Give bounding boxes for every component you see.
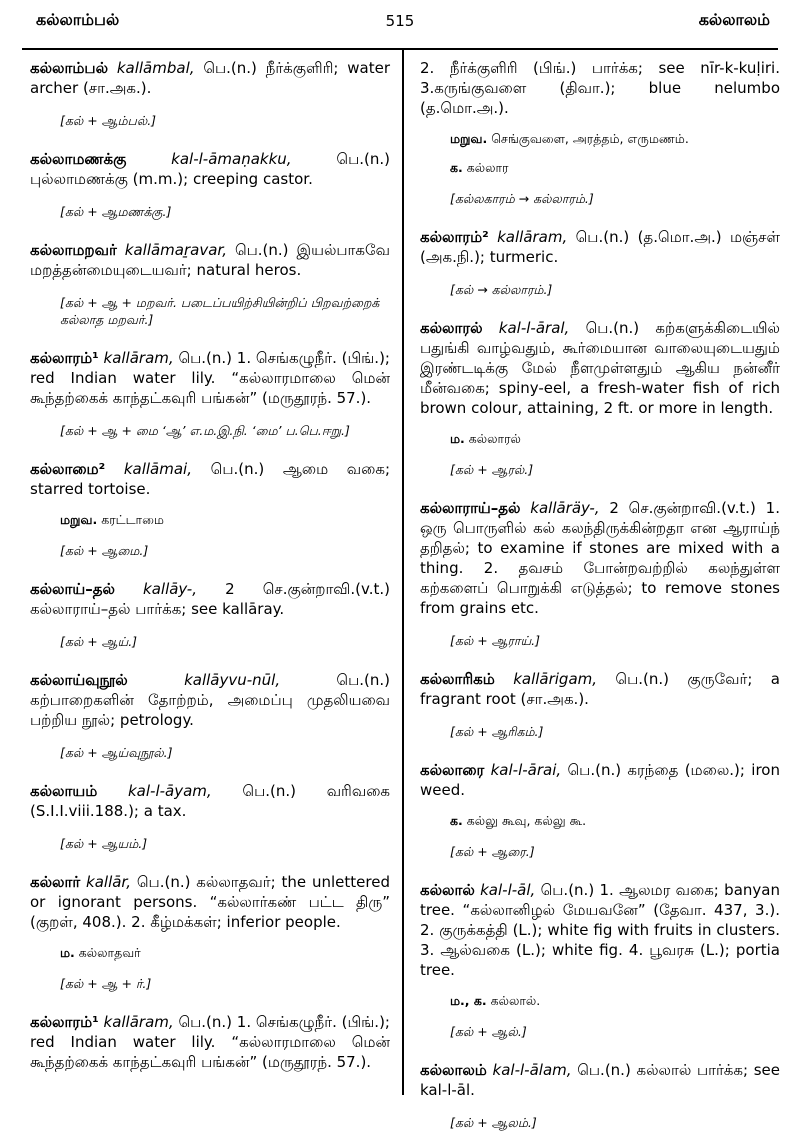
- entry-headword: கல்லாயம்: [30, 782, 98, 800]
- page-header: [0, 0, 800, 40]
- related-label: ம., க.: [450, 993, 487, 1008]
- entry-transliteration: kallārigam,: [513, 670, 598, 688]
- related-label: மறுவ.: [60, 512, 98, 527]
- etymology-note: [கல் + ஆய்.]: [60, 634, 138, 649]
- entry-definition: பெ.(n.) இயல்பாகவே மறத்தன்மையுடையவர்; natural heros.: [30, 241, 390, 279]
- column-divider: [402, 50, 404, 1095]
- entry-headword: கல்லாரிகம்: [420, 670, 495, 688]
- etymology-note: [கல் + ஆ + மறவர். படைப்பயிற்சியின்றிப் பிறவற்றைக் கல்லாத மறவர்.]: [60, 295, 380, 327]
- entry-transliteration: kallāy-,: [143, 580, 197, 598]
- etymology-note: [கல் + ஆய்வுநூல்.]: [60, 745, 173, 760]
- entry-definition: பெ.(n.) 1. ஆலமர வகை; banyan tree. “கல்லானிழல் மேயவனே” (தேவா. 437, 3.). 2. குருக்கத்தி (L.); white fig with fruits in clusters. 3. ஆல்வகை (L.); white fig. 4. பூவரசு (L.); portia tree.: [420, 881, 780, 979]
- entry-transliteration: kal-l-ālam,: [492, 1061, 572, 1079]
- dictionary-entry: [30, 149, 390, 189]
- related-label: மறுவ.: [450, 131, 488, 146]
- dictionary-entry: [30, 872, 390, 932]
- entry-definition: பெ.(n.) கரந்தை (மலை.); iron weed.: [420, 761, 780, 799]
- entry-headword: கல்லாமை²: [30, 460, 106, 478]
- entry-transliteration: kal-l-āyam,: [127, 782, 212, 800]
- entry-definition: பெ.(n.) 1. செங்கழுநீர். (பிங்.); red Indian water lily. “கல்லாரமாலை மென் கூந்தற்கைக் காந்தட்கவுரி பங்கன்” (மருதூரந். 57.).: [30, 1013, 390, 1071]
- related-label: ம.: [60, 945, 75, 960]
- entry-definition: பெ.(n.) கல்லால் பார்க்க; see kal-l-āl.: [420, 1061, 780, 1099]
- entry-headword: கல்லாரம்²: [420, 228, 489, 246]
- entry-definition: பெ.(n.) குருவேர்; a fragrant root (சா.அக.).: [420, 670, 780, 708]
- related-text: கல்லாதவர்: [74, 945, 141, 960]
- related-label: க.: [450, 813, 463, 828]
- entry-headword: கல்லாரல்: [420, 319, 483, 337]
- related-forms: [60, 511, 390, 528]
- etymology-note: [கல் + ஆரை.]: [450, 844, 535, 859]
- etymology-note: [கல் + ஆ + மை ‘ஆ’ எ.ம.இ.நி. ‘மை’ ப.பெ.ஈறு.]: [60, 423, 350, 438]
- dictionary-entry: [420, 760, 780, 800]
- related-label: க.: [450, 160, 463, 175]
- entry-definition: பெ.(n.) (த.மொ.அ.) மஞ்சள் (அக.நி.); turmeric.: [420, 228, 780, 266]
- entry-definition: பெ.(n.) 1. செங்கழுநீர். (பிங்.); red Indian water lily. “கல்லாரமாலை மென் கூந்தற்கைக் காந்தட்கவுரி பங்கன்” (மருதூரந். 57.).: [30, 349, 390, 407]
- dictionary-entry: [30, 348, 390, 408]
- entry-transliteration: kallāyvu-nūl,: [184, 671, 281, 689]
- entry-transliteration: kal-l-āmaṇakku,: [171, 150, 292, 168]
- etymology-note: [கல் + ஆல்.]: [450, 1024, 527, 1039]
- entry-transliteration: kallāmaṟavar,: [124, 241, 227, 259]
- entry-headword: கல்லால்: [420, 881, 475, 899]
- entry-headword: கல்லாலம்: [420, 1061, 487, 1079]
- entry-transliteration: kallāram,: [103, 349, 174, 367]
- related-text: கல்லார: [462, 160, 509, 175]
- entry-transliteration: kal-l-āl,: [480, 881, 536, 899]
- entry-definition: பெ.(n.) கற்களுக்கிடையில் பதுங்கி வாழ்வதும், கூர்மையான வாலையுடையதும் இரண்டடிக்கு மேல் நீளமுள்ளதும் ஆகிய நன்னீர் மீன்வகை; spiny-eel, a fresh-water fish of rich brown colour, attaining, 2 ft. or more in length.: [420, 319, 780, 417]
- related-text: கல்லால்.: [486, 993, 541, 1008]
- entry-headword: கல்லாராய்–தல்: [420, 499, 521, 517]
- related-forms: [60, 944, 390, 961]
- dictionary-entry: [30, 459, 390, 499]
- entry-definition: பெ.(n.) கல்லாதவர்; the unlettered or ignorant persons. “கல்லார்கண் பட்ட திரு” (குறள், 408.). 2. கீழ்மக்கள்; inferior people.: [30, 873, 390, 931]
- entry-headword: கல்லாமறவர்: [30, 241, 117, 259]
- entry-transliteration: kal-l-ārai,: [490, 761, 562, 779]
- entry-headword: கல்லாய்–தல்: [30, 580, 115, 598]
- dictionary-entry: [420, 880, 780, 980]
- entry-headword: கல்லாரம்¹: [30, 1013, 99, 1031]
- etymology-note: [கல் + ஆயம்.]: [60, 836, 148, 851]
- related-forms: [450, 992, 780, 1009]
- related-forms: [450, 130, 780, 147]
- etymology-note: [கல் + ஆமணக்கு.]: [60, 204, 172, 219]
- dictionary-entry: [420, 58, 780, 118]
- running-head-right: கல்லாலம்: [698, 10, 770, 29]
- dictionary-entry: [30, 579, 390, 619]
- related-text: கல்லாரல்: [464, 431, 521, 446]
- entry-headword: கல்லாய்வுநூல்: [30, 671, 128, 689]
- related-label: ம.: [450, 431, 465, 446]
- entry-definition: பெ.(n.) புல்லாமணக்கு (m.m.); creeping castor.: [30, 150, 390, 188]
- etymology-note: [கல் → கல்லாரம்.]: [450, 282, 553, 297]
- dictionary-entry: [420, 669, 780, 709]
- etymology-note: [கல் + ஆரிகம்.]: [450, 724, 544, 739]
- etymology-note: [கல் + ஆலம்.]: [450, 1115, 537, 1130]
- page-number: 515: [385, 12, 415, 30]
- related-forms: [450, 159, 780, 176]
- entry-headword: கல்லாமணக்கு: [30, 150, 127, 168]
- dictionary-entry: [30, 1012, 390, 1072]
- entry-transliteration: kallāram,: [103, 1013, 174, 1031]
- entry-transliteration: kallāmbal,: [116, 59, 195, 77]
- etymology-note: [கல் + ஆரல்.]: [450, 462, 534, 477]
- related-text: செங்குவளை, அரத்தம், எருமணம்.: [487, 131, 689, 146]
- dictionary-entry: [420, 498, 780, 618]
- dictionary-entry: [30, 58, 390, 98]
- etymology-note: [கல் + ஆராய்.]: [450, 633, 541, 648]
- running-head-left: கல்லாம்பல்: [36, 10, 120, 29]
- entry-definition: பெ.(n.) வரிவகை (S.I.I.viii.188.); a tax.: [30, 782, 390, 820]
- dictionary-entry: [420, 227, 780, 267]
- etymology-note: [கல்லகாரம் → கல்லாரம்.]: [450, 191, 594, 206]
- etymology-note: [கல் + ஆ + ர்.]: [60, 976, 152, 991]
- entry-definition: 2 செ.குன்றாவி.(v.t.) 1. ஒரு பொருளில் கல் கலந்திருக்கின்றதா என ஆராய்ந் தறிதல்; to examine if stones are mixed with a thing. 2. தவசம் போன்றவற்றில் கலந்துள்ள கற்களைப் பொறுக்கி எடுத்தல்; to remove stones from grains etc.: [420, 499, 780, 617]
- dictionary-entry: [30, 670, 390, 730]
- entry-definition: பெ.(n.) ஆமை வகை; starred tortoise.: [30, 460, 390, 498]
- dictionary-entry: [30, 781, 390, 821]
- left-column: [30, 58, 390, 1072]
- entry-headword: கல்லார்: [30, 873, 81, 891]
- dictionary-entry: [30, 240, 390, 280]
- entry-transliteration: kallāmai,: [123, 460, 192, 478]
- entry-headword: கல்லாரை: [420, 761, 485, 779]
- dictionary-entry: [420, 318, 780, 418]
- entry-transliteration: kallāram,: [497, 228, 568, 246]
- related-forms: [450, 430, 780, 447]
- entry-definition: பெ.(n.) நீர்க்குளிரி; water archer (சா.அக.).: [30, 59, 390, 97]
- entry-transliteration: kallāräy-,: [530, 499, 600, 517]
- entry-definition: பெ.(n.) கற்பாறைகளின் தோற்றம், அமைப்பு முதலியவை பற்றிய நூல்; petrology.: [30, 671, 390, 729]
- related-forms: [450, 812, 780, 829]
- dictionary-entry: [420, 1060, 780, 1100]
- related-text: கரட்டாமை: [97, 512, 164, 527]
- entry-definition: 2. நீர்க்குளிரி (பிங்.) பார்க்க; see nīr-k-kuḷiri. 3.கருங்குவளை (திவா.); blue nelumbo (த.மொ.அ.).: [420, 59, 780, 117]
- header-rule: [22, 48, 778, 50]
- entry-transliteration: kallār,: [86, 873, 131, 891]
- etymology-note: [கல் + ஆமை.]: [60, 543, 149, 558]
- entry-headword: கல்லாம்பல்: [30, 59, 109, 77]
- entry-transliteration: kal-l-āral,: [498, 319, 570, 337]
- entry-definition: 2 செ.குன்றாவி.(v.t.) கல்லாராய்–தல் பார்க்க; see kallāray.: [30, 580, 390, 618]
- related-text: கல்லு கூவு, கல்லு கூ.: [462, 813, 587, 828]
- entry-headword: கல்லாரம்¹: [30, 349, 99, 367]
- etymology-note: [கல் + ஆம்பல்.]: [60, 113, 157, 128]
- right-column: [420, 58, 780, 1131]
